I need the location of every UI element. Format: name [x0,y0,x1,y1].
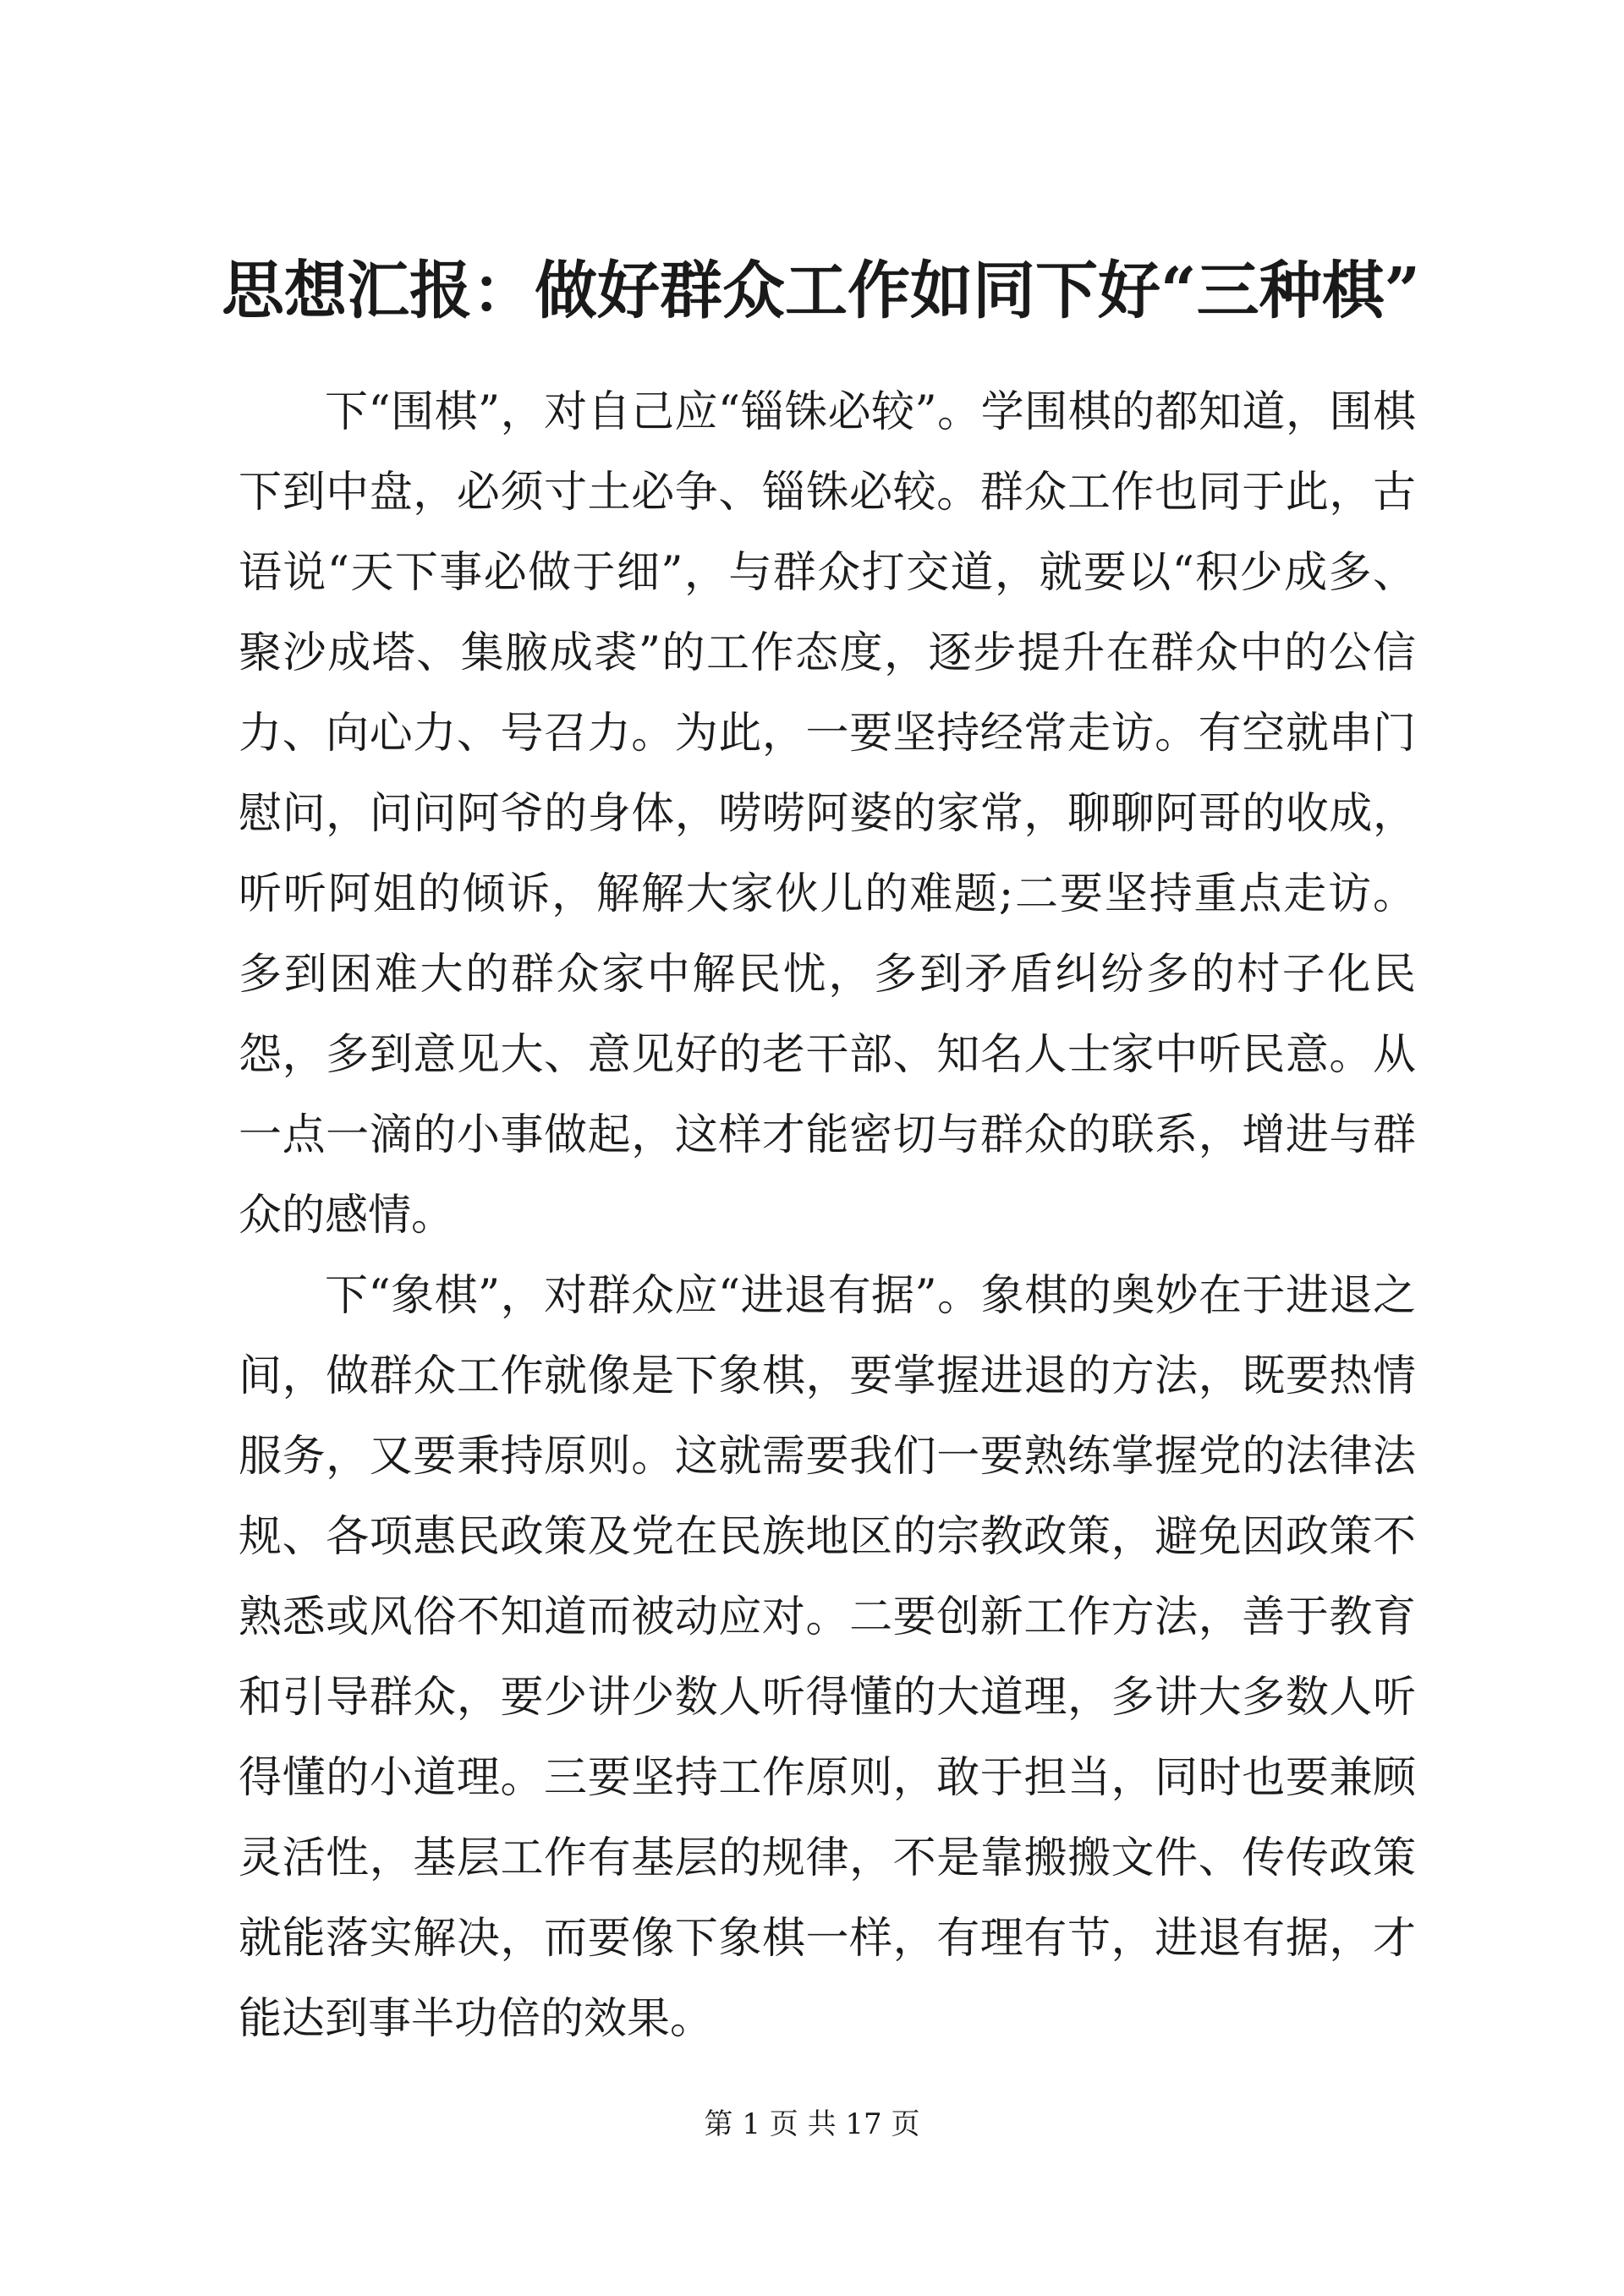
paragraph-weiqi: 下“围棋”，对自己应“锱铢必较”。学围棋的都知道，围棋下到中盘，必须寸土必争、锱铢必较。群众工作也同于此，古语说“天下事必做于细”，与群众打交道，就要以“积少成多、聚沙成塔、集腋成裘”的工作态度，逐步提升在群众中的公信力、向心力、号召力。为此，一要坚持经常走访。有空就串门慰问，问问阿爷的身体，唠唠阿婆的家常，聊聊阿哥的收成，听听阿姐的倾诉，解解大家伙儿的难题;二要坚持重点走访。多到困难大的群众家中解民忧，多到矛盾纠纷多的村子化民怨，多到意见大、意见好的老干部、知名人士家中听民意。从一点一滴的小事做起，这样才能密切与群众的联系，增进与群众的感情。 [239,387,1416,1241]
paragraph-xiangqi: 下“象棋”，对群众应“进退有据”。象棋的奥妙在于进退之间，做群众工作就像是下象棋，要掌握进退的方法，既要热情服务，又要秉持原则。这就需要我们一要熟练掌握党的法律法规、各项惠民政策及党在民族地区的宗教政策，避免因政策不熟悉或风俗不知道而被动应对。二要创新工作方法，善于教育和引导群众，要少讲少数人听得懂的大道理，多讲大多数人听得懂的小道理。三要坚持工作原则，敢于担当，同时也要兼顾灵活性，基层工作有基层的规律，不是靠搬搬文件、传传政策就能落实解决，而要像下象棋一样，有理有节，进退有据，才能达到事半功倍的效果。 [239,1271,1416,2044]
document-title: 思想汇报：做好群众工作如同下好“三种棋” [222,255,1421,327]
document-body [239,372,1416,2059]
page-number-footer: 第 1 页 共 17 页 [704,2107,920,2141]
